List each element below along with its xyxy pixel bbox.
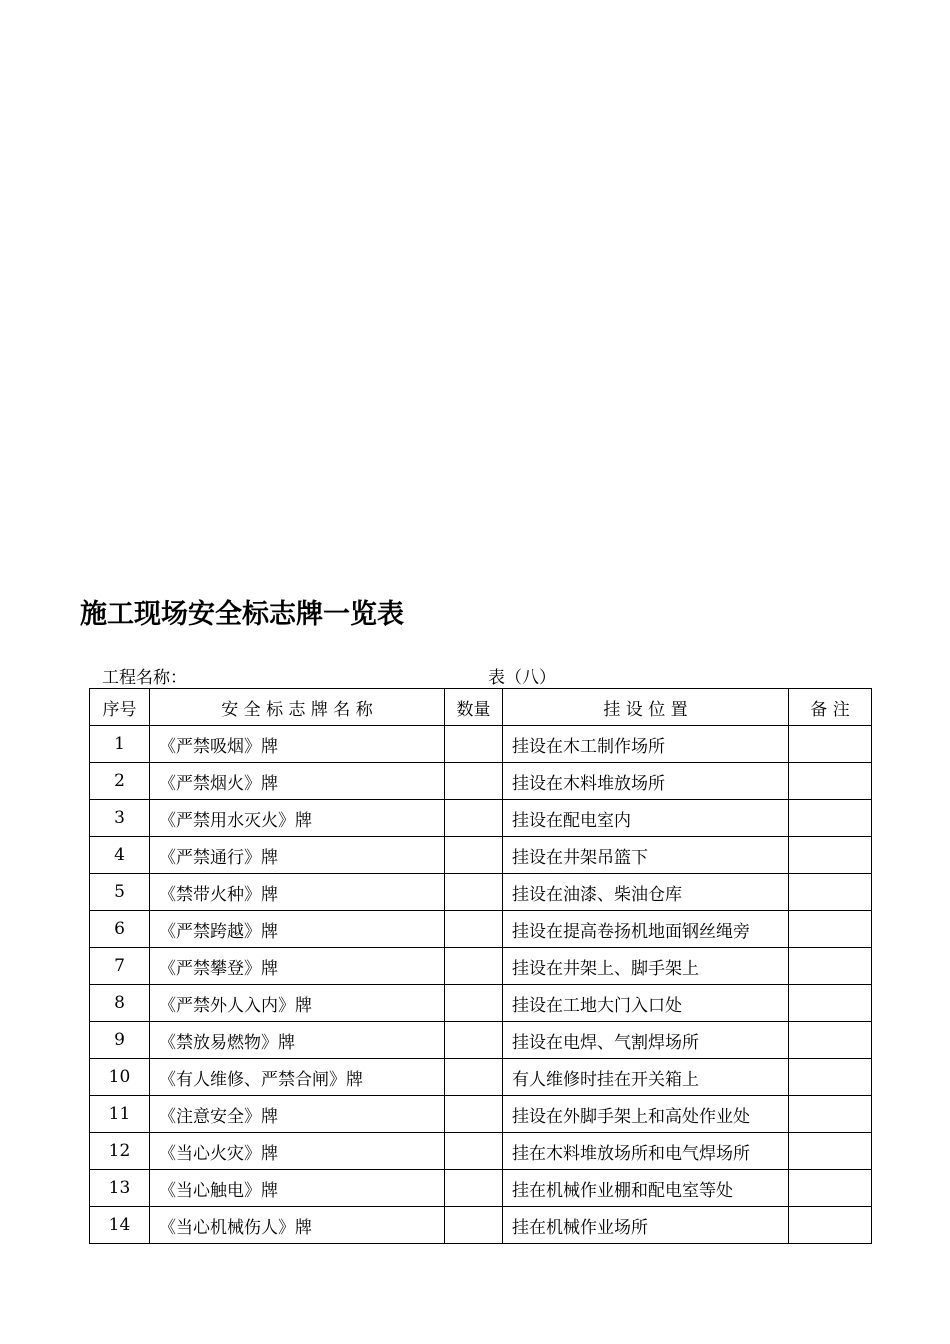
cell-no: 8: [90, 985, 150, 1022]
header-no: 序号: [90, 689, 150, 726]
table-row: [90, 1170, 872, 1207]
table-row: [90, 1207, 872, 1244]
cell-qty: [445, 1096, 503, 1133]
table-row: [90, 948, 872, 985]
cell-note: [789, 1207, 872, 1244]
cell-no: 5: [90, 874, 150, 911]
cell-note: [789, 985, 872, 1022]
cell-qty: [445, 1022, 503, 1059]
project-name-label: 工程名称：: [102, 668, 187, 688]
table-number: 表（八）: [488, 668, 556, 688]
cell-sign-name: 《禁带火种》牌: [150, 874, 445, 911]
cell-no: 10: [90, 1059, 150, 1096]
document-title: 施工现场安全标志牌一览表: [80, 599, 404, 630]
cell-location: 挂设在油漆、柴油仓库: [503, 874, 789, 911]
cell-no: 4: [90, 837, 150, 874]
cell-sign-name: 《注意安全》牌: [150, 1096, 445, 1133]
cell-qty: [445, 800, 503, 837]
cell-note: [789, 1059, 872, 1096]
cell-location: 挂设在配电室内: [503, 800, 789, 837]
cell-location: 挂设在木工制作场所: [503, 726, 789, 763]
cell-qty: [445, 874, 503, 911]
cell-location: 挂在机械作业棚和配电室等处: [503, 1170, 789, 1207]
cell-note: [789, 1170, 872, 1207]
cell-note: [789, 763, 872, 800]
cell-no: 1: [90, 726, 150, 763]
cell-sign-name: 《当心火灾》牌: [150, 1133, 445, 1170]
cell-location: 挂设在工地大门入口处: [503, 985, 789, 1022]
cell-qty: [445, 985, 503, 1022]
table-row: [90, 1096, 872, 1133]
cell-sign-name: 《严禁烟火》牌: [150, 763, 445, 800]
header-name: 安 全 标 志 牌 名 称: [150, 689, 445, 726]
table-row: [90, 800, 872, 837]
cell-sign-name: 《禁放易燃物》牌: [150, 1022, 445, 1059]
cell-note: [789, 837, 872, 874]
cell-note: [789, 726, 872, 763]
table-row: [90, 985, 872, 1022]
table-row: [90, 763, 872, 800]
cell-qty: [445, 948, 503, 985]
table-row: [90, 1022, 872, 1059]
table-header-row: [90, 689, 872, 726]
header-location: 挂 设 位 置: [503, 689, 789, 726]
cell-note: [789, 1022, 872, 1059]
table-row: [90, 1133, 872, 1170]
cell-sign-name: 《严禁吸烟》牌: [150, 726, 445, 763]
cell-sign-name: 《严禁外人入内》牌: [150, 985, 445, 1022]
cell-sign-name: 《有人维修、严禁合闸》牌: [150, 1059, 445, 1096]
header-qty: 数量: [445, 689, 503, 726]
table-row: [90, 874, 872, 911]
cell-qty: [445, 1059, 503, 1096]
cell-sign-name: 《严禁用水灭火》牌: [150, 800, 445, 837]
cell-note: [789, 1096, 872, 1133]
cell-sign-name: 《严禁通行》牌: [150, 837, 445, 874]
cell-location: 挂设在外脚手架上和高处作业处: [503, 1096, 789, 1133]
cell-qty: [445, 837, 503, 874]
cell-no: 14: [90, 1207, 150, 1244]
cell-location: 挂设在提高卷扬机地面钢丝绳旁: [503, 911, 789, 948]
cell-note: [789, 1133, 872, 1170]
header-note: 备 注: [789, 689, 872, 726]
cell-location: 挂设在木料堆放场所: [503, 763, 789, 800]
cell-qty: [445, 911, 503, 948]
cell-no: 12: [90, 1133, 150, 1170]
cell-location: 挂在机械作业场所: [503, 1207, 789, 1244]
cell-no: 6: [90, 911, 150, 948]
cell-location: 挂设在井架上、脚手架上: [503, 948, 789, 985]
cell-note: [789, 874, 872, 911]
cell-note: [789, 911, 872, 948]
cell-location: 挂设在电焊、气割焊场所: [503, 1022, 789, 1059]
cell-qty: [445, 1170, 503, 1207]
cell-note: [789, 800, 872, 837]
cell-no: 13: [90, 1170, 150, 1207]
table-row: [90, 1059, 872, 1096]
table-body: [90, 726, 872, 1244]
cell-note: [789, 948, 872, 985]
cell-no: 7: [90, 948, 150, 985]
cell-location: 有人维修时挂在开关箱上: [503, 1059, 789, 1096]
table-row: [90, 837, 872, 874]
cell-sign-name: 《当心触电》牌: [150, 1170, 445, 1207]
cell-no: 11: [90, 1096, 150, 1133]
cell-qty: [445, 1133, 503, 1170]
cell-location: 挂在木料堆放场所和电气焊场所: [503, 1133, 789, 1170]
cell-qty: [445, 763, 503, 800]
cell-location: 挂设在井架吊篮下: [503, 837, 789, 874]
table-row: [90, 726, 872, 763]
cell-sign-name: 《当心机械伤人》牌: [150, 1207, 445, 1244]
safety-sign-table: [89, 688, 872, 1244]
cell-sign-name: 《严禁攀登》牌: [150, 948, 445, 985]
cell-no: 3: [90, 800, 150, 837]
cell-qty: [445, 1207, 503, 1244]
cell-no: 2: [90, 763, 150, 800]
cell-sign-name: 《严禁跨越》牌: [150, 911, 445, 948]
cell-no: 9: [90, 1022, 150, 1059]
table-row: [90, 911, 872, 948]
cell-qty: [445, 726, 503, 763]
